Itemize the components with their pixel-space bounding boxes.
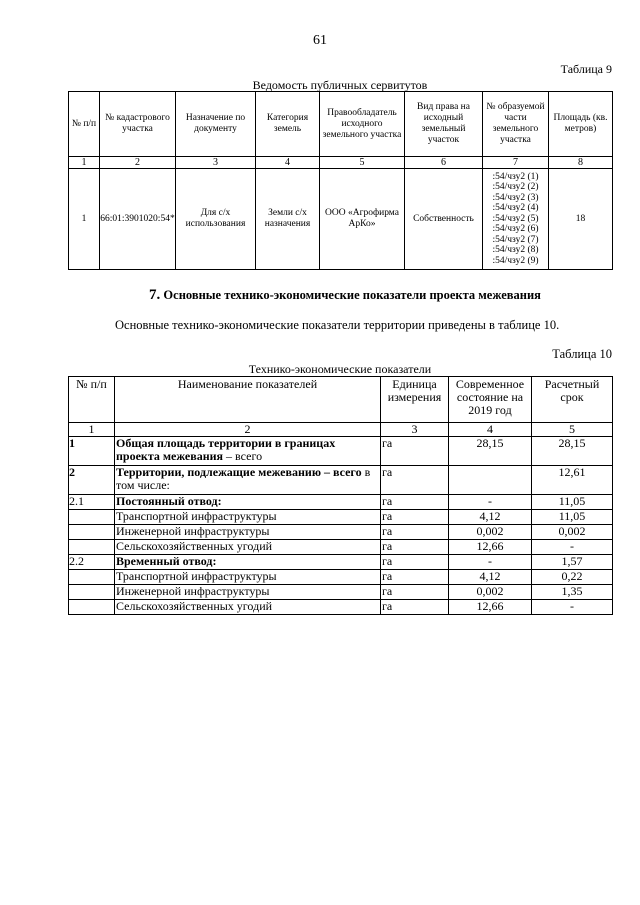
- cadastral-number: 66:01:3901020:54*: [100, 169, 176, 270]
- current-value: 0,002: [449, 525, 532, 540]
- row-number: [69, 600, 115, 615]
- indicator-title: Территории, подлежащие межеванию – всего: [116, 465, 362, 479]
- row-number: 2.2: [69, 555, 115, 570]
- table-row: [69, 510, 613, 525]
- header-cell: № кадастрового участка: [100, 92, 176, 157]
- purpose: Для с/х использования: [176, 169, 256, 270]
- part-item: :54/чзу2 (5): [492, 213, 539, 224]
- header-cell: Вид права на исходный земельный участок: [405, 92, 483, 157]
- estimated-value: 11,05: [532, 495, 613, 510]
- table10-label: Таблица 10: [552, 347, 612, 361]
- column-number: 4: [256, 157, 320, 169]
- unit: га: [381, 585, 449, 600]
- indicator-name: Постоянный отвод:: [115, 495, 381, 510]
- unit: га: [381, 555, 449, 570]
- table-row: [69, 555, 613, 570]
- header-cell: Современное состояние на 2019 год: [449, 377, 532, 423]
- table-header-row: [69, 92, 613, 157]
- current-value: 28,15: [449, 437, 532, 466]
- column-number: 2: [100, 157, 176, 169]
- indicator-suffix: – всего: [223, 449, 263, 463]
- estimated-value: 12,61: [532, 466, 613, 495]
- part-item: :54/чзу2 (4): [492, 203, 539, 214]
- column-number: 7: [483, 157, 549, 169]
- parts-list: [483, 169, 549, 270]
- estimated-value: -: [532, 540, 613, 555]
- row-number: [69, 585, 115, 600]
- header-cell: Категория земель: [256, 92, 320, 157]
- estimated-value: 28,15: [532, 437, 613, 466]
- current-value: 4,12: [449, 570, 532, 585]
- column-number: 1: [69, 423, 115, 437]
- estimated-value: 0,22: [532, 570, 613, 585]
- column-number: 5: [532, 423, 613, 437]
- section-title: Основные технико-экономические показатели проекта межевания: [163, 288, 541, 302]
- table-row: [69, 585, 613, 600]
- part-item: :54/чзу2 (3): [492, 192, 539, 203]
- part-item: :54/чзу2 (6): [492, 224, 539, 235]
- indicator-name: Сельскохозяйственных угодий: [115, 540, 381, 555]
- table-row: [69, 540, 613, 555]
- table-row: [69, 437, 613, 466]
- unit: га: [381, 466, 449, 495]
- column-number-row: [69, 157, 613, 169]
- current-value: 0,002: [449, 585, 532, 600]
- current-value: 12,66: [449, 540, 532, 555]
- header-cell: № п/п: [69, 92, 100, 157]
- page-number: 61: [313, 33, 327, 48]
- table9-label: Таблица 9: [560, 62, 612, 76]
- column-number: 3: [381, 423, 449, 437]
- column-number: 5: [320, 157, 405, 169]
- indicator-name: [115, 466, 381, 495]
- current-value: 12,66: [449, 600, 532, 615]
- table10-caption: Технико-экономические показатели: [248, 362, 432, 376]
- row-number: 1: [69, 437, 115, 466]
- intro-paragraph: Основные технико-экономические показатели территории приведены в таблице 10.: [115, 318, 560, 332]
- part-item: :54/чзу2 (8): [492, 245, 539, 256]
- column-number-row: [69, 423, 613, 437]
- unit: га: [381, 510, 449, 525]
- land-category: Земли с/х назначения: [256, 169, 320, 270]
- unit: га: [381, 495, 449, 510]
- current-value: 4,12: [449, 510, 532, 525]
- part-item: :54/чзу2 (2): [492, 182, 539, 193]
- indicator-name: [115, 437, 381, 466]
- owner: ООО «Агрофирма АрКо»: [320, 169, 405, 270]
- table-header-row: [69, 377, 613, 423]
- header-cell: Площадь (кв. метров): [549, 92, 613, 157]
- header-cell: № образуемой части земельного участка: [483, 92, 549, 157]
- estimated-value: 0,002: [532, 525, 613, 540]
- indicator-name: Инженерной инфраструктуры: [115, 585, 381, 600]
- row-number: [69, 570, 115, 585]
- indicator-name: Транспортной инфраструктуры: [115, 510, 381, 525]
- area: 18: [549, 169, 613, 270]
- estimated-value: 11,05: [532, 510, 613, 525]
- table-row: [69, 466, 613, 495]
- row-number: 1: [69, 169, 100, 270]
- estimated-value: 1,57: [532, 555, 613, 570]
- indicator-name: Временный отвод:: [115, 555, 381, 570]
- column-number: 8: [549, 157, 613, 169]
- estimated-value: 1,35: [532, 585, 613, 600]
- row-number: [69, 525, 115, 540]
- unit: га: [381, 570, 449, 585]
- indicators-table: [68, 376, 613, 615]
- table9-caption: Ведомость публичных сервитутов: [252, 78, 428, 92]
- column-number: 4: [449, 423, 532, 437]
- header-cell: Наименование показателей: [115, 377, 381, 423]
- indicator-name: Инженерной инфраструктуры: [115, 525, 381, 540]
- table-row: [69, 600, 613, 615]
- indicator-name: Сельскохозяйственных угодий: [115, 600, 381, 615]
- part-item: :54/чзу2 (7): [492, 234, 539, 245]
- current-value: -: [449, 495, 532, 510]
- servitudes-table: [68, 91, 613, 270]
- header-cell: Правообладатель исходного земельного участка: [320, 92, 405, 157]
- column-number: 3: [176, 157, 256, 169]
- section-heading: [0, 287, 640, 304]
- row-number: 2.1: [69, 495, 115, 510]
- header-cell: Расчетный срок: [532, 377, 613, 423]
- indicator-suffix: в том числе:: [116, 465, 371, 492]
- column-number: 1: [69, 157, 100, 169]
- unit: га: [381, 525, 449, 540]
- header-cell: № п/п: [69, 377, 115, 423]
- column-number: 6: [405, 157, 483, 169]
- table-row: [69, 525, 613, 540]
- table-row: [69, 169, 613, 270]
- section-number: 7.: [149, 287, 161, 303]
- unit: га: [381, 600, 449, 615]
- part-item: :54/чзу2 (1): [492, 171, 539, 182]
- part-item: :54/чзу2 (9): [492, 255, 539, 266]
- indicator-name: Транспортной инфраструктуры: [115, 570, 381, 585]
- unit: га: [381, 437, 449, 466]
- header-cell: Назначение по документу: [176, 92, 256, 157]
- row-number: [69, 540, 115, 555]
- row-number: 2: [69, 466, 115, 495]
- indicator-title: Общая площадь территории в границах проекта межевания: [116, 436, 336, 463]
- row-number: [69, 510, 115, 525]
- unit: га: [381, 540, 449, 555]
- column-number: 2: [115, 423, 381, 437]
- current-value: [449, 466, 532, 495]
- right-type: Собственность: [405, 169, 483, 270]
- table-row: [69, 495, 613, 510]
- table-row: [69, 570, 613, 585]
- estimated-value: -: [532, 600, 613, 615]
- current-value: -: [449, 555, 532, 570]
- header-cell: Единица измерения: [381, 377, 449, 423]
